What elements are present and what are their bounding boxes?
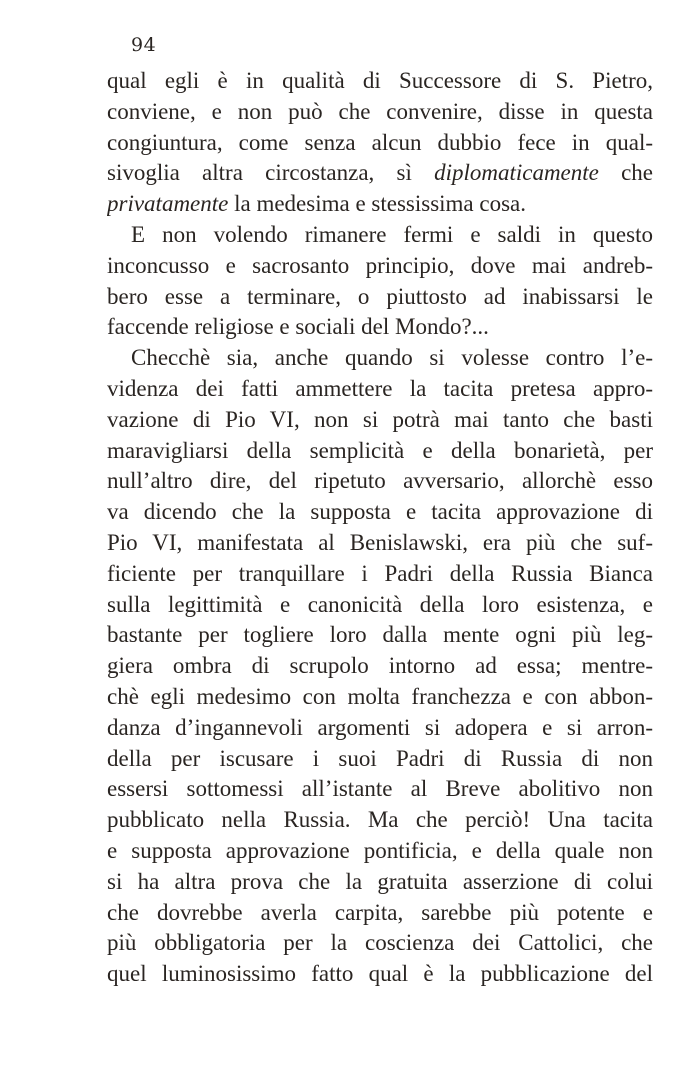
text-line (107, 189, 653, 220)
text-line: E non volendo rimanere fermi e saldi in questo (131, 221, 653, 247)
italic-phrase: diplomaticamente (434, 160, 599, 186)
text-line: va dicendo che la supposta e tacita approvazione di (107, 499, 653, 525)
text-line (107, 158, 653, 189)
body-text (107, 66, 653, 990)
text-line: bastante per togliere loro dalla mente ogni più leg- (107, 622, 653, 648)
text-line: più obbligatoria per la coscienza dei Cattolici, che (107, 930, 653, 956)
text-line: Checchè sia, anche quando si volesse contro l’e- (131, 345, 653, 371)
text-line: conviene, e non può che convenire, disse in questa (107, 98, 653, 124)
text-line: bero esse a terminare, o piuttosto ad inabissarsi le (107, 283, 653, 309)
text-line: qual egli è in qualità di Successore di S. Pietro, (107, 68, 653, 93)
text-line: sulla legittimità e canonicità della loro esistenza, e (107, 591, 653, 617)
text-segment: la medesima e stessissima cosa. (228, 191, 527, 217)
text-line: essersi sottomessi all’istante al Breve abolitivo non (107, 776, 653, 802)
text-line: vazione di Pio VI, non si potrà mai tanto che basti (107, 406, 653, 432)
text-segment: sivoglia altra circostanza, sì (107, 160, 435, 186)
text-line: faccende religiose e sociali del Mondo?... (107, 314, 489, 340)
text-line: e supposta approvazione pontificia, e della quale non (107, 837, 653, 863)
text-line: quel luminosissimo fatto qual è la pubblicazione del (107, 961, 653, 987)
page-number: 94 (131, 34, 157, 56)
text-line: che dovrebbe averla carpita, sarebbe più potente e (107, 899, 653, 925)
text-line: ficiente per tranquillare i Padri della Russia Bianca (107, 560, 653, 586)
text-segment: che (598, 160, 653, 186)
text-line: pubblicato nella Russia. Ma che perciò! Una tacita (107, 807, 653, 833)
text-line: si ha altra prova che la gratuita asserzione di colui (107, 868, 653, 894)
text-line: inconcusso e sacrosanto principio, dove mai andreb- (107, 252, 653, 278)
text-line: null’altro dire, del ripetuto avversario, allorchè esso (107, 468, 653, 494)
text-line: congiuntura, come senza alcun dubbio fece in qual- (107, 129, 653, 155)
text-line: videnza dei fatti ammettere la tacita pretesa appro- (107, 375, 653, 401)
text-line: chè egli medesimo con molta franchezza e con abbon- (107, 683, 653, 709)
italic-phrase: privatamente (107, 191, 229, 217)
text-line: Pio VI, manifestata al Benislawski, era più che suf- (107, 529, 653, 555)
text-line: danza d’ingannevoli argomenti si adopera e si arron- (107, 714, 653, 740)
text-line: della per iscusare i suoi Padri di Russia di non (107, 745, 653, 771)
text-line: giera ombra di scrupolo intorno ad essa; mentre- (107, 653, 653, 679)
text-line: maravigliarsi della semplicità e della bonarietà, per (107, 437, 653, 463)
